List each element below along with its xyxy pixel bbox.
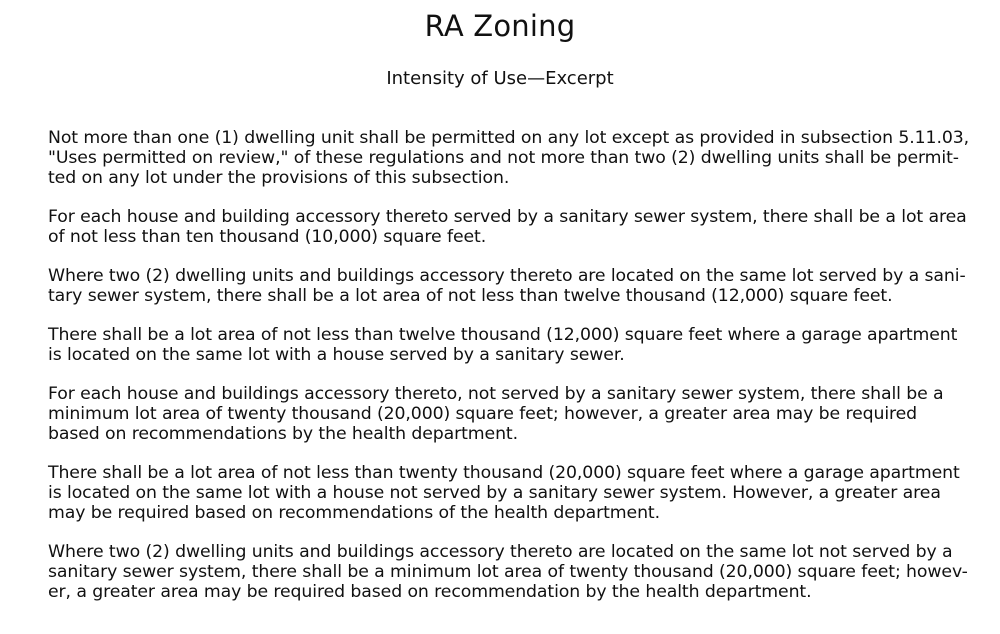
paragraph-line: sanitary sewer system, there shall be a minimum lot area of twenty thousand (20,000) square feet; howev- xyxy=(48,562,968,582)
paragraph-line: based on recommendations by the health department. xyxy=(48,424,518,444)
paragraph-line: of not less than ten thousand (10,000) square feet. xyxy=(48,227,487,247)
paragraph-two-units-sewer xyxy=(48,266,978,306)
paragraph-two-units-no-sewer xyxy=(48,542,978,602)
paragraph-line: "Uses permitted on review," of these regulations and not more than two (2) dwelling units shall be permit- xyxy=(48,148,959,168)
paragraph-line: is located on the same lot with a house served by a sanitary sewer. xyxy=(48,345,625,365)
paragraph-line: Where two (2) dwelling units and buildings accessory thereto are located on the same lot not served by a xyxy=(48,542,953,562)
paragraph-line: Not more than one (1) dwelling unit shall be permitted on any lot except as provided in subsection 5.11.03, xyxy=(48,128,970,148)
paragraph-no-sewer-lot-area xyxy=(48,384,978,444)
paragraph-line: There shall be a lot area of not less than twelve thousand (12,000) square feet where a garage apartment xyxy=(48,325,958,345)
document-title: RA Zoning xyxy=(424,9,576,43)
paragraph-garage-apartment-sewer xyxy=(48,325,978,365)
paragraph-line: minimum lot area of twenty thousand (20,000) square feet; however, a greater area may be required xyxy=(48,404,918,424)
paragraph-line: is located on the same lot with a house not served by a sanitary sewer system. However, a greater area xyxy=(48,483,941,503)
paragraph-line: ted on any lot under the provisions of this subsection. xyxy=(48,168,510,188)
paragraph-line: For each house and building accessory thereto served by a sanitary sewer system, there shall be a lot area xyxy=(48,207,967,227)
paragraph-garage-apartment-no-sewer xyxy=(48,463,978,523)
paragraph-line: Where two (2) dwelling units and buildings accessory thereto are located on the same lot served by a sani- xyxy=(48,266,966,286)
paragraph-sewer-lot-area xyxy=(48,207,978,247)
paragraph-line: may be required based on recommendations of the health department. xyxy=(48,503,660,523)
document-body xyxy=(48,128,978,621)
paragraph-line: er, a greater area may be required based on recommendation by the health department. xyxy=(48,582,812,602)
paragraph-one-dwelling-unit xyxy=(48,128,978,188)
paragraph-line: There shall be a lot area of not less than twenty thousand (20,000) square feet where a garage apartment xyxy=(48,463,960,483)
paragraph-line: For each house and buildings accessory thereto, not served by a sanitary sewer system, there shall be a xyxy=(48,384,944,404)
paragraph-line: tary sewer system, there shall be a lot area of not less than twelve thousand (12,000) square feet. xyxy=(48,286,893,306)
document-subtitle: Intensity of Use—Excerpt xyxy=(386,68,614,89)
